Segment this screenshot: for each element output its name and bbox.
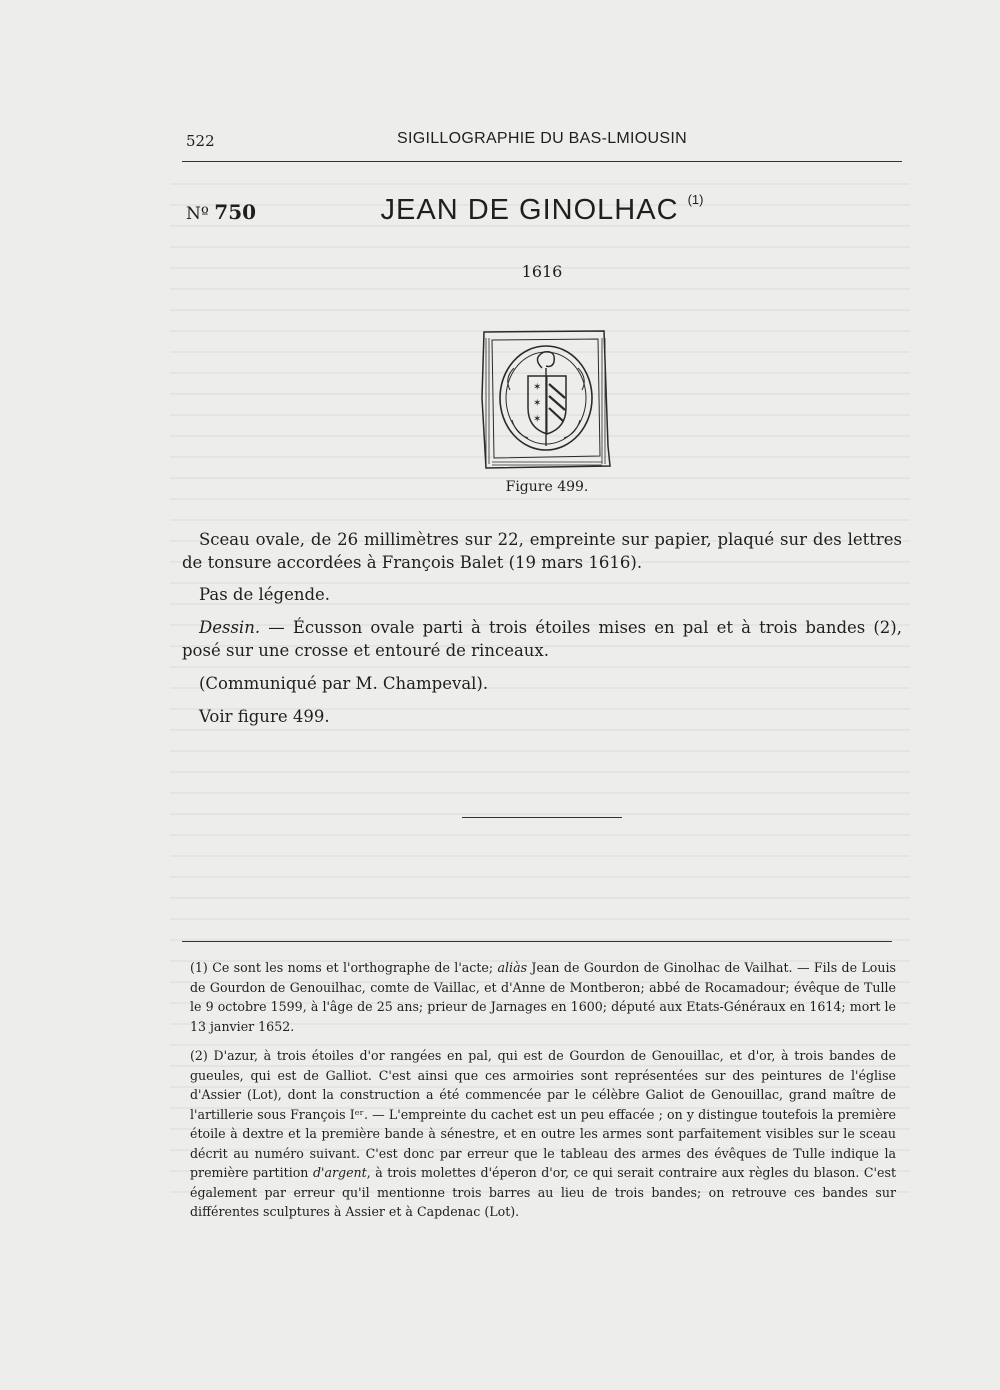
running-title: SIGILLOGRAPHIE DU BAS-LMIOUSIN xyxy=(397,130,687,147)
entry-year: 1616 xyxy=(521,262,563,281)
design-label: Dessin. xyxy=(199,618,261,637)
design-text: — Écusson ovale parti à trois étoiles mises en pal et à trois bandes (2), posé sur une crosse et entouré de rinceaux. xyxy=(182,618,902,660)
paragraph-legend: Pas de légende. xyxy=(199,585,331,604)
footnote-1 xyxy=(190,958,896,1036)
entry-title-text: JEAN DE GINOLHAC xyxy=(380,194,679,226)
footnote-rule xyxy=(182,941,892,942)
footnote-1-text-b: Jean de Gourdon de Ginolhac de Vailhat. — Fils de Louis de Gourdon de Genouilhac, comte de Vaillac, et d'Anne de Montberon; abbé de Rocamadour; évêque de Tulle le 9 octobre 1599, à l'âge de 25 ans; prieur de Jarnages en 1600; député aux Etats-Généraux en 1614; mort le 13 janvier 1652. xyxy=(190,960,896,1034)
seal-illustration xyxy=(472,328,622,473)
page-number: 522 xyxy=(186,132,215,150)
svg-text:✶: ✶ xyxy=(533,382,542,393)
paragraph-communication: (Communiqué par M. Champeval). xyxy=(199,674,489,693)
header-rule xyxy=(182,161,902,162)
paragraph-seal-description: Sceau ovale, de 26 millimètres sur 22, empreinte sur papier, plaqué sur des lettres de tonsure accordées à François Balet (19 mars 1616). xyxy=(182,530,902,572)
footnote-2-text-b: , à trois molettes d'éperon d'or, ce qui serait contraire aux règles du blason. C'est également par erreur qu'il mentionne trois barres au lieu de trois bandes; on retrouve ces bandes sur différentes sculptures à Assier et à Capdenac (Lot). xyxy=(190,1165,896,1219)
footnote-2-text-a: (2) D'azur, à trois étoiles d'or rangées en pal, qui est de Gourdon de Genouillac, et d'or, à trois bandes de gueules, qui est de Galliot. C'est ainsi que ces armoiries sont représentées sur des peintures de l'église d'Assier (Lot), dont la construction a été commencée par le célèbre Galiot de Genouillac, grand maître de l'artillerie sous François Iᵉʳ. — L'empreinte du cachet est un peu effacée ; on y distingue toutefois la première étoile à dextre et la première bande à sénestre, et en outre les armes sont parfaitement visibles sur le sceau décrit au numéro suivant. C'est donc par erreur que le tableau des armes des évêques de Tulle indique la première partition xyxy=(190,1048,896,1180)
entry-number-prefix: Nº xyxy=(186,204,209,224)
paragraph-figure-reference: Voir figure 499. xyxy=(199,707,330,726)
footnotes xyxy=(190,958,896,1232)
footnote-2 xyxy=(190,1046,896,1222)
figure-caption: Figure 499. xyxy=(505,479,589,495)
section-end-rule xyxy=(462,817,622,818)
footnote-ref-1: (1) xyxy=(687,192,704,207)
entry-number-value: 750 xyxy=(214,200,257,224)
svg-text:✶: ✶ xyxy=(533,398,542,409)
running-head xyxy=(182,128,902,158)
paragraph-design xyxy=(182,616,902,662)
entry-title xyxy=(182,192,902,227)
footnote-2-italic: d'argent xyxy=(312,1165,367,1180)
footnote-1-italic: aliàs xyxy=(497,960,528,975)
svg-text:✶: ✶ xyxy=(533,414,542,425)
entry-description xyxy=(182,528,902,738)
footnote-1-text-a: (1) Ce sont les noms et l'orthographe de l'acte; xyxy=(190,960,498,975)
